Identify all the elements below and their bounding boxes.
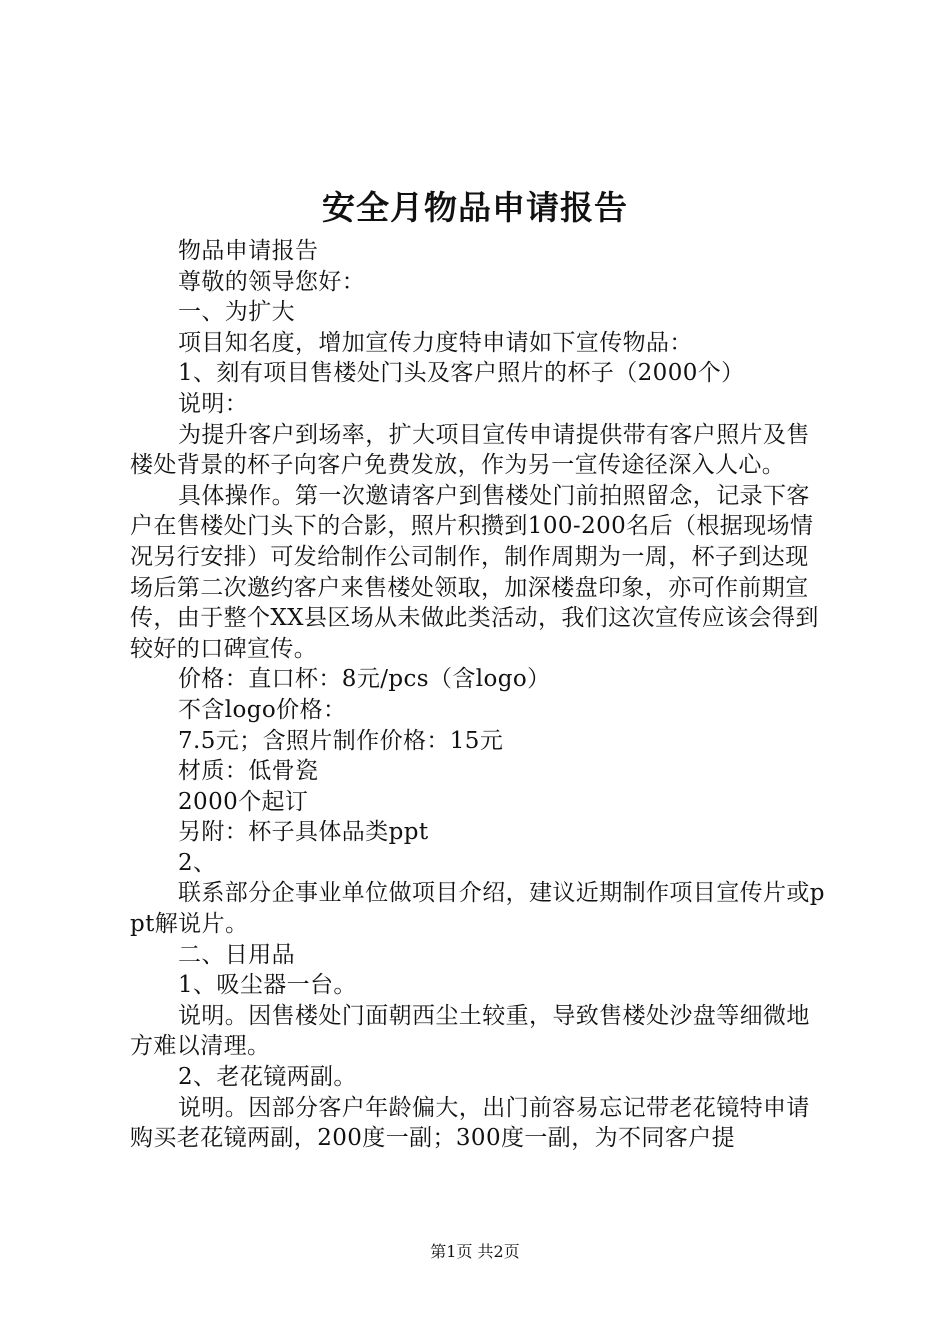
paragraph: 1、吸尘器一台。 xyxy=(178,972,357,999)
paragraph: 7.5元；含照片制作价格：15元 xyxy=(178,727,504,754)
paragraph: 2000个起订 xyxy=(178,788,309,815)
paragraph: 联系部分企事业单位做项目介绍，建议近期制作项目宣传片或ppt解说片。 xyxy=(130,880,825,938)
paragraph: 具体操作。第一次邀请客户到售楼处门前拍照留念，记录下客户在售楼处门头下的合影，照片积攒到100-200名后（根据现场情况另行安排）可发给制作公司制作，制作周期为一周，杯子到达现场后第二次邀约客户来售楼处领取，加深楼盘印象，亦可作前期宣传，由于整个XX县区场从未做此类活动，我们这次宣传应该会得到较好的口碑宣传。 xyxy=(130,482,819,662)
document-body xyxy=(130,236,830,1154)
page-footer: 第1页 共2页 xyxy=(430,1242,520,1261)
paragraph: 1、刻有项目售楼处门头及客户照片的杯子（2000个） xyxy=(178,360,745,387)
paragraph: 一、为扩大 xyxy=(178,299,295,326)
paragraph: 说明。因售楼处门面朝西尘土较重，导致售楼处沙盘等细微地方难以清理。 xyxy=(130,1002,810,1060)
paragraph: 项目知名度，增加宣传力度特申请如下宣传物品： xyxy=(178,329,693,356)
paragraph: 说明： xyxy=(178,390,249,417)
paragraph: 材质：低骨瓷 xyxy=(178,758,319,785)
paragraph: 为提升客户到场率，扩大项目宣传申请提供带有客户照片及售楼处背景的杯子向客户免费发放，作为另一宣传途径深入人心。 xyxy=(130,421,810,479)
paragraph: 2、老花镜两副。 xyxy=(178,1064,357,1091)
document-title: 安全月物品申请报告 xyxy=(322,188,628,227)
paragraph: 说明。因部分客户年龄偏大，出门前容易忘记带老花镜特申请购买老花镜两副，200度一副；300度一副，为不同客户提 xyxy=(130,1094,810,1152)
paragraph: 尊敬的领导您好： xyxy=(178,268,366,295)
paragraph: 另附：杯子具体品类ppt xyxy=(178,819,429,846)
paragraph: 价格：直口杯：8元/pcs（含logo） xyxy=(178,666,551,693)
paragraph: 二、日用品 xyxy=(178,941,295,968)
paragraph: 物品申请报告 xyxy=(178,238,319,264)
paragraph: 不含logo价格： xyxy=(178,696,347,723)
paragraph: 2、 xyxy=(178,849,217,876)
